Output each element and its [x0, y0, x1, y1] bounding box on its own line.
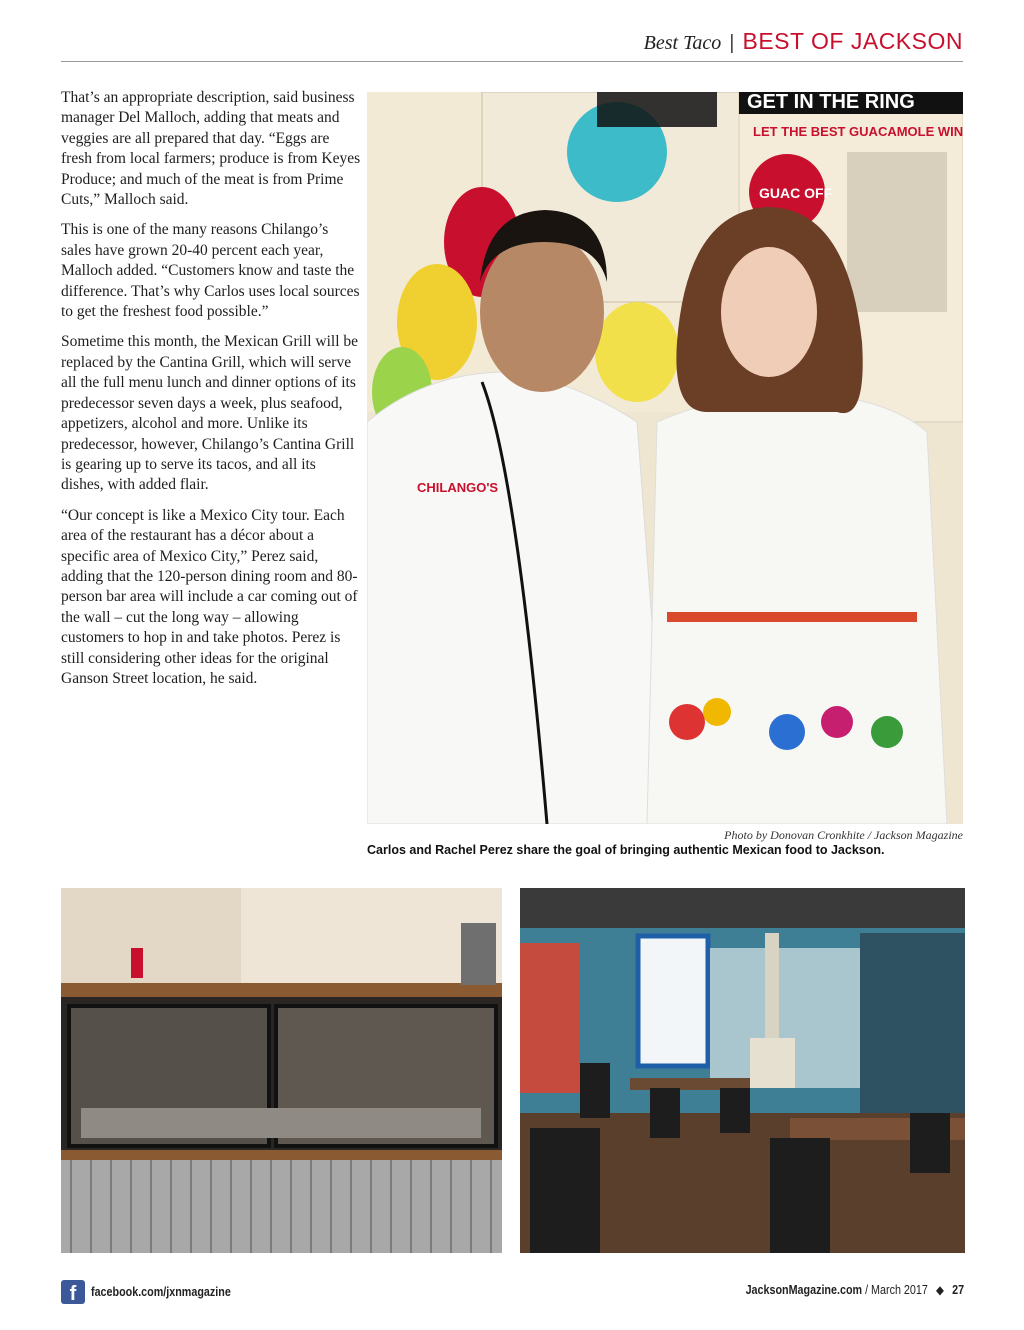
- running-header: [61, 28, 963, 62]
- website-link[interactable]: JacksonMagazine.com: [745, 1283, 863, 1297]
- facebook-url[interactable]: facebook.com/jxnmagazine: [91, 1285, 231, 1299]
- issue-date: March 2017: [871, 1283, 928, 1297]
- article-body: [61, 88, 361, 699]
- chef-couple-illustration: [367, 92, 963, 824]
- chef-couple-photo: [367, 92, 963, 824]
- poster-tagline: LET THE BEST GUACAMOLE WIN: [753, 124, 963, 139]
- article-paragraph: Sometime this month, the Mexican Grill will be replaced by the Cantina Grill, which will serve all the full menu lunch and dinner options of its predecessor seven days a week, plus seafood, appetizers, alcohol and more. Unlike its predecessor, however, Chilango’s Cantina Grill is gearing up to serve its tacos, and all its dishes, with added flair.: [61, 333, 359, 494]
- folio-slash: /: [865, 1283, 869, 1297]
- dining-room-photo: [520, 888, 965, 1253]
- diamond-icon: ◆: [935, 1283, 944, 1297]
- folio: [746, 1283, 964, 1297]
- article-paragraph: That’s an appropriate description, said business manager Del Malloch, adding that meats and veggies are all prepared that day. “Eggs are fresh from local farmers; produce is from Keyes Produce; and much of the meat is from Prime Cuts,” Malloch said.: [61, 89, 361, 209]
- section-title: Best Taco: [643, 32, 722, 54]
- page-number: 27: [952, 1283, 964, 1297]
- dining-room-illustration: [520, 888, 965, 1253]
- photo-caption: Carlos and Rachel Perez share the goal of bringing authentic Mexican food to Jackson.: [367, 843, 885, 857]
- kitchen-illustration: [61, 888, 502, 1253]
- jacket-logo: CHILANGO'S: [417, 480, 499, 495]
- kitchen-photo: [61, 888, 502, 1253]
- article-paragraph: “Our concept is like a Mexico City tour. Each area of the restaurant has a décor about a specific area of Mexico City,” Perez said, adding that the 120-person dining room and 80-person bar area will include a car coming out of the wall – cut the long way – allowing customers to hop in and take photos. Perez is still considering other ideas for the original Ganson Street location, he said.: [61, 506, 358, 687]
- photo-credit: Photo by Donovan Cronkhite / Jackson Magazine: [724, 828, 963, 842]
- facebook-link[interactable]: [61, 1279, 254, 1305]
- facebook-icon: f: [61, 1280, 85, 1304]
- poster-guac-off: GUAC OFF: [759, 185, 833, 201]
- poster-headline: GET IN THE RING: [747, 92, 915, 113]
- publication-brand: BEST OF JACKSON: [742, 28, 963, 54]
- article-paragraph: This is one of the many reasons Chilango’s sales have grown 20-40 percent each year, Malloch added. “Customers know and taste the difference. That’s why Carlos uses local sources to get the freshest food possible.”: [61, 221, 360, 321]
- header-divider: |: [729, 32, 735, 54]
